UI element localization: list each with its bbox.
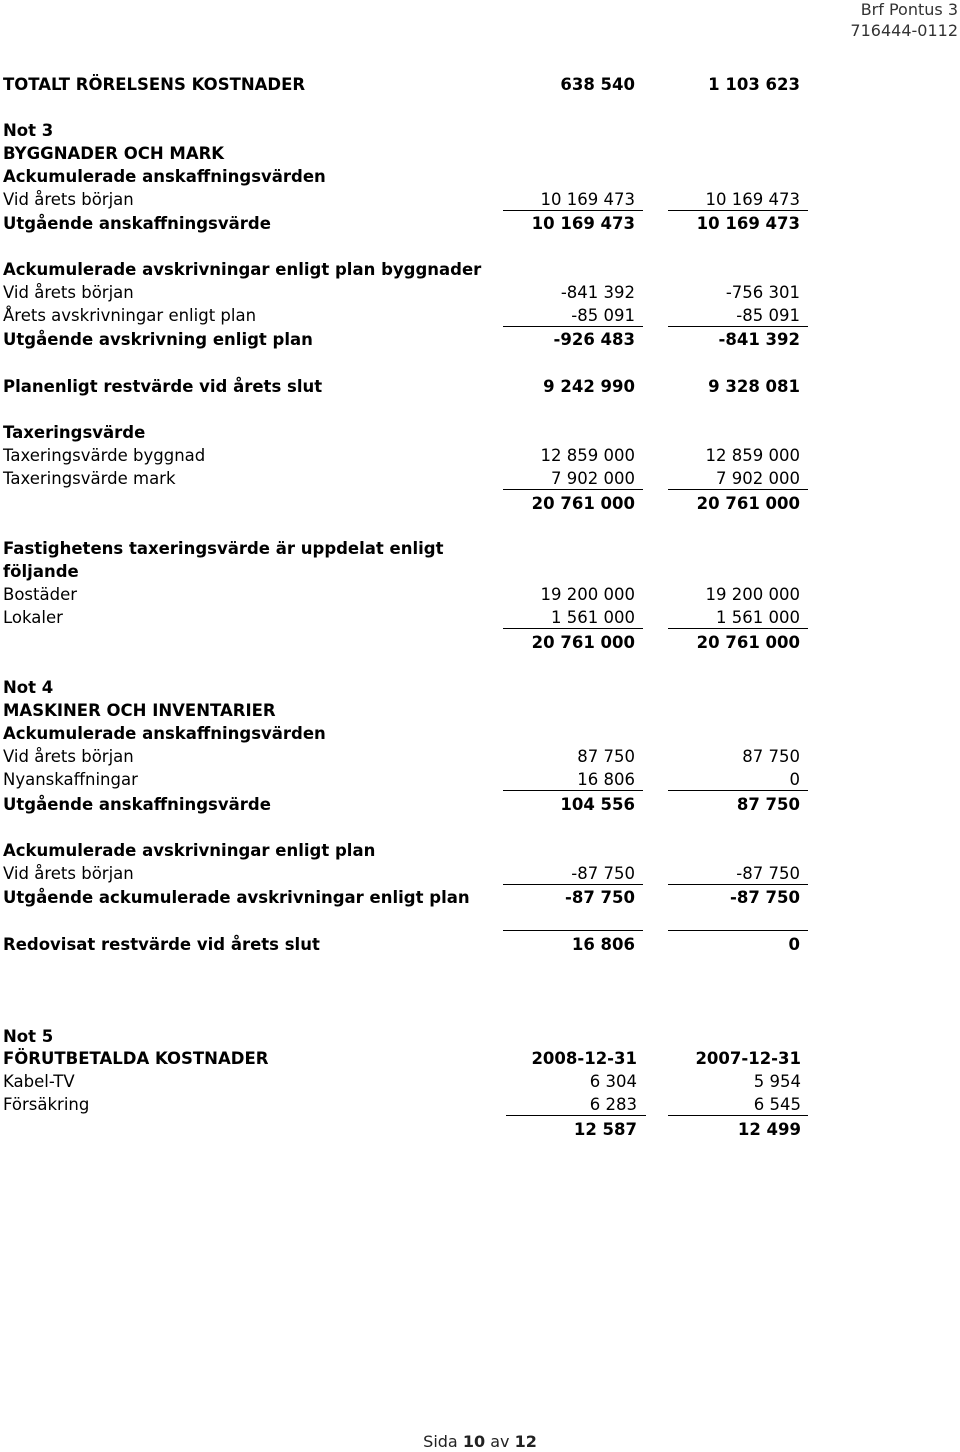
underline [506,1115,646,1116]
value-2008: 104 556 [560,795,635,814]
note-title: Not 4 [3,678,54,697]
value-2008: 10 169 473 [540,190,635,209]
underline [668,790,808,791]
row-label: Bostäder [3,585,78,604]
value-2007: 10 169 473 [705,190,800,209]
value-2008: 6 283 [589,1095,637,1114]
page-total: 12 [514,1432,537,1451]
value-2008: 7 902 000 [551,469,635,488]
value-2008: 16 806 [577,770,635,789]
value-2007: -841 392 [718,330,800,349]
row-label: Utgående anskaffningsvärde [3,795,271,814]
value-2007: -85 091 [736,306,800,325]
underline [668,489,808,490]
section-heading: Fastighetens taxeringsvärde är uppdelat enligt [3,539,444,558]
value-2008: -85 091 [571,306,635,325]
note-heading: FÖRUTBETALDA KOSTNADER [3,1049,269,1068]
org-number: 716444-0112 [850,21,958,40]
underline [503,790,643,791]
section-heading: Taxeringsvärde [3,423,146,442]
value-2007: 12 859 000 [705,446,800,465]
note-heading: BYGGNADER OCH MARK [3,144,225,163]
row-label: Redovisat restvärde vid årets slut [3,935,320,954]
underline [503,930,643,931]
row-label: Utgående anskaffningsvärde [3,214,271,233]
note-title: Not 3 [3,121,54,140]
page-footer [0,1432,960,1451]
value-2007: -87 750 [736,864,800,883]
section-heading: Ackumulerade anskaffningsvärden [3,167,326,186]
value-2008: 638 540 [560,75,635,94]
value-2008: 6 304 [589,1072,637,1091]
note-heading: MASKINER OCH INVENTARIER [3,701,276,720]
row-label: Taxeringsvärde mark [3,469,176,488]
underline [503,326,643,327]
underline [668,884,808,885]
value-2007: -756 301 [725,283,800,302]
value-2007: 10 169 473 [696,214,800,233]
value-2007: -87 750 [730,888,800,907]
value-2007: 9 328 081 [708,377,800,396]
underline [668,1115,808,1116]
section-heading: Ackumulerade anskaffningsvärden [3,724,326,743]
row-label: Utgående avskrivning enligt plan [3,330,313,349]
value-2008: 9 242 990 [543,377,635,396]
value-2007: 7 902 000 [716,469,800,488]
page-number: 10 [462,1432,486,1451]
page-prefix: Sida [423,1432,458,1451]
column-header-2008: 2008-12-31 [531,1049,637,1068]
row-label: Vid årets början [3,283,134,302]
underline [668,326,808,327]
value-2008: -926 483 [553,330,635,349]
value-2008: 12 859 000 [540,446,635,465]
value-2007: 6 545 [753,1095,801,1114]
value-2007: 12 499 [737,1120,801,1139]
value-2007: 0 [789,770,800,789]
value-2008: 16 806 [571,935,635,954]
row-label: Årets avskrivningar enligt plan [3,306,257,325]
row-label: Taxeringsvärde byggnad [3,446,206,465]
value-2007: 20 761 000 [696,494,800,513]
underline [668,628,808,629]
row-label: Nyanskaffningar [3,770,138,789]
row-label: Kabel-TV [3,1072,75,1091]
underline [503,884,643,885]
row-label: Planenligt restvärde vid årets slut [3,377,323,396]
value-2008: 1 561 000 [551,608,635,627]
section-heading: följande [3,562,79,581]
underline [668,210,808,211]
value-2008: 10 169 473 [531,214,635,233]
note-title: Not 5 [3,1027,54,1046]
value-2007: 87 750 [742,747,800,766]
value-2007: 5 954 [753,1072,801,1091]
row-label: Försäkring [3,1095,90,1114]
value-2008: 12 587 [573,1120,637,1139]
org-name: Brf Pontus 3 [860,0,958,19]
underline [668,930,808,931]
value-2008: -841 392 [560,283,635,302]
value-2008: -87 750 [565,888,635,907]
value-2008: 20 761 000 [531,494,635,513]
row-label: Lokaler [3,608,63,627]
row-label: TOTALT RÖRELSENS KOSTNADER [3,75,306,94]
value-2007: 20 761 000 [696,633,800,652]
row-label: Vid årets början [3,190,134,209]
page-middle: av [490,1432,510,1451]
value-2007: 1 103 623 [708,75,800,94]
value-2007: 87 750 [736,795,800,814]
value-2008: 87 750 [577,747,635,766]
column-header-2007: 2007-12-31 [695,1049,801,1068]
section-heading: Ackumulerade avskrivningar enligt plan byggnader [3,260,482,279]
value-2007: 19 200 000 [705,585,800,604]
value-2007: 0 [788,935,800,954]
underline [503,628,643,629]
value-2008: -87 750 [571,864,635,883]
value-2008: 20 761 000 [531,633,635,652]
section-heading: Ackumulerade avskrivningar enligt plan [3,841,376,860]
row-label: Vid årets början [3,747,134,766]
row-label: Vid årets början [3,864,134,883]
row-label: Utgående ackumulerade avskrivningar enligt plan [3,888,470,907]
underline [503,210,643,211]
value-2007: 1 561 000 [716,608,800,627]
value-2008: 19 200 000 [540,585,635,604]
underline [503,489,643,490]
